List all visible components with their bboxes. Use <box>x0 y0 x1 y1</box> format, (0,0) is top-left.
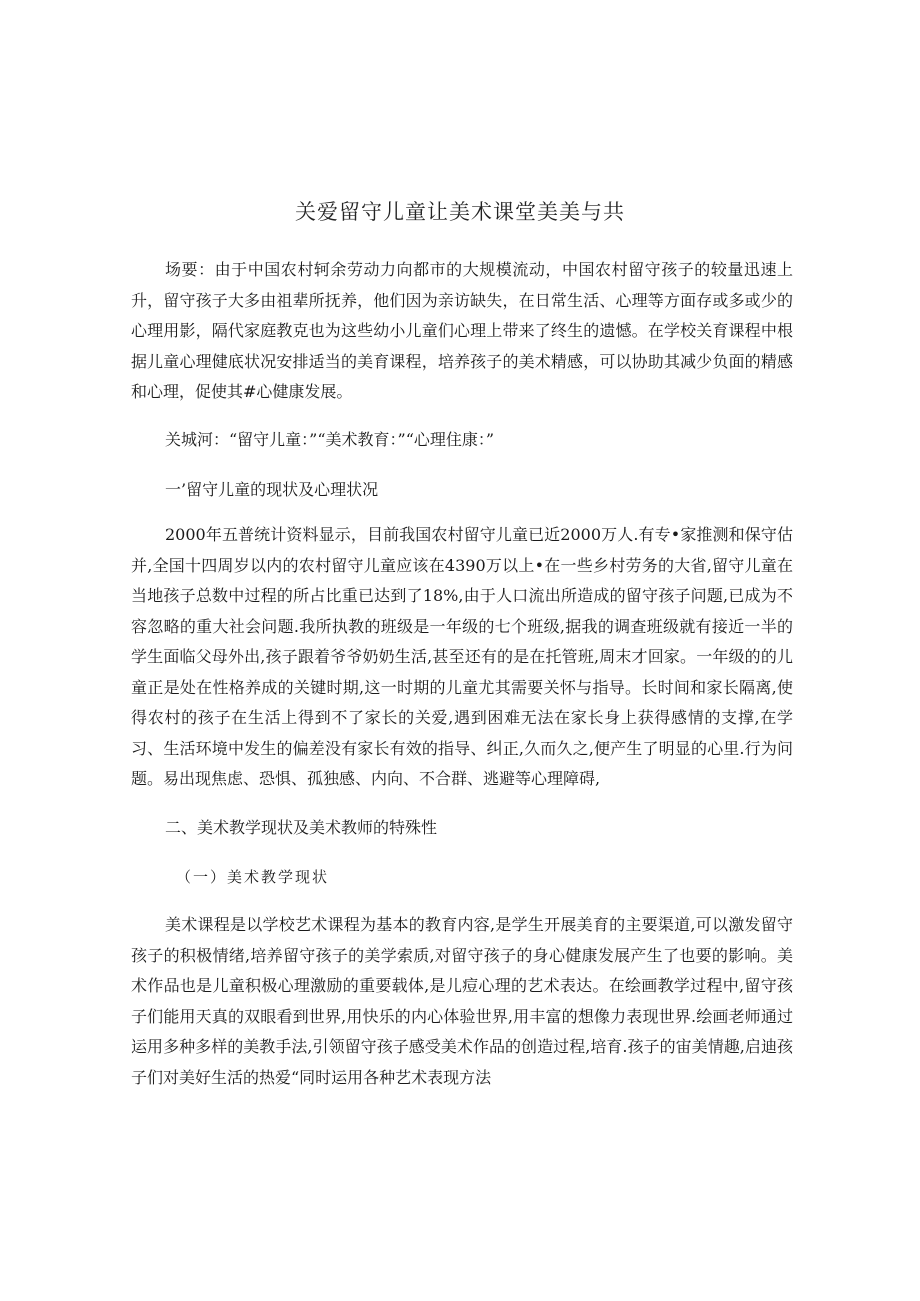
section1-heading: 一’留守儿童的现状及心理状况 <box>165 480 379 499</box>
keywords-line: 关城河：“留守儿童：”“美术教育：”“心理住康：” <box>165 430 495 449</box>
document-title: 关爱留守儿童让美术课堂美美与共 <box>295 200 625 224</box>
section2-subheading: （一）美术教学现状 <box>176 868 330 886</box>
abstract-paragraph: 场要：由于中国农村轲余劳动力向都市的大规模流动，中国农村留守孩子的较量迅速上升，留守孩子大多由祖辈所抚养，他们因为亲访缺失，在日常生活、心理等方面存或多或少的心理用影，隔代家庭教克也为这些幼小儿童们心理上带来了终生的遗憾。在学校关育课程中根据儿童心理健底状况安排适当的美育课程，培养孩子的美术精感，可以协助其减少负面的精感和心理，促使其#心健康发展。 <box>131 260 793 401</box>
section1-paragraph: 2000年五普统计资料显示，目前我国农村留守儿童已近2000万人.有专•家推测和保守估并,全国十四周岁以内的农村留守儿童应该在4390万以上•在一些乡村劳务的大省,留守儿童在当地孩子总数中过程的所占比重已达到了18%,由于人口流出所造成的留守孩子问题,已成为不容忽略的重大社会问题.我所执教的班级是一年级的七个班级,据我的调查班级就有接近一半的学生面临父母外出,孩子跟着爷爷奶奶生活,甚至还有的是在托管班,周末才回家。一年级的的儿童正是处在性格养成的关键时期,这一时期的儿童尤其需要关怀与指导。长时间和家长隔离,使得农村的孩子在生活上得到不了家长的关爱,遇到困难无法在家长身上获得感情的支撑,在学习、生活环境中发生的偏差没有家长有效的指导、纠正,久而久之,便产生了明显的心里.行为问题。易出现焦虑、恐惧、孤独感、内向、不合群、逃避等心理障碍, <box>131 525 793 788</box>
section2-paragraph: 美术课程是以学校艺术课程为基本的教育内容,是学生开展美育的主要渠道,可以激发留守孩子的积极情绪,培养留守孩子的美学索质,对留守孩子的身心健康发展产生了也要的影响。美术作品也是儿童积极心理激励的重要载体,是儿痘心理的艺术表达。在绘画教学过程中,留守孩子们能用天真的双眼看到世界,用快乐的内心体验世界,用丰富的想像力表现世界.绘画老师通过运用多种多样的美教手法,引领留守孩子感受美术作品的创造过程,培育.孩子的宙美情趣,启迪孩子们对美好生活的热爱“同时运用各种艺术表现方法 <box>131 915 793 1087</box>
section2-heading: 二、美术教学现状及美术教师的特殊性 <box>165 818 438 837</box>
